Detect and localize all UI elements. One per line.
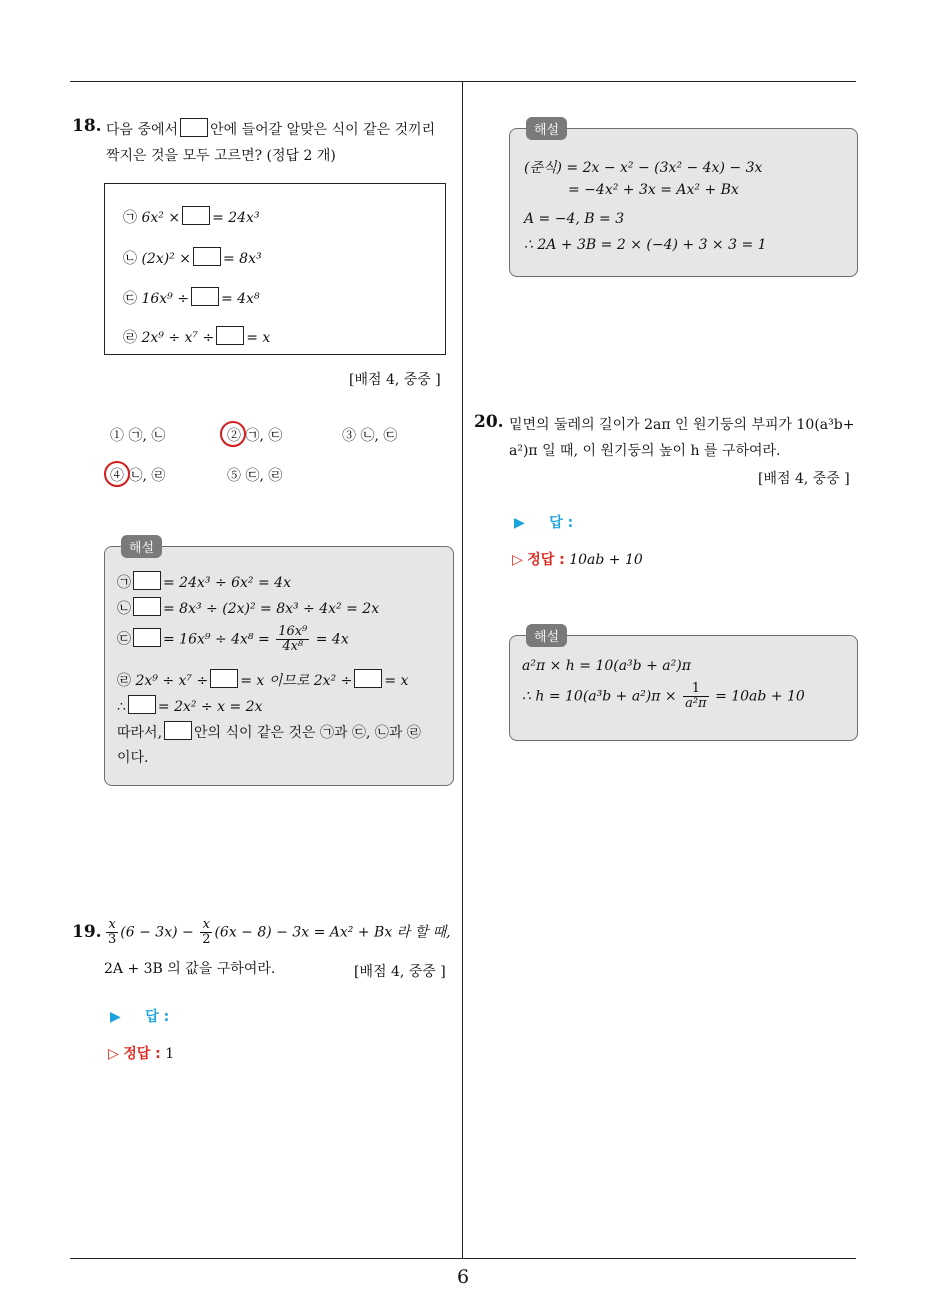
answer-row bbox=[514, 512, 573, 532]
solution-line: 이다. bbox=[117, 750, 149, 766]
blank-box bbox=[180, 118, 208, 137]
correct-answer-row bbox=[108, 1043, 174, 1063]
solution-line bbox=[117, 625, 349, 654]
bottom-rule bbox=[70, 1258, 856, 1259]
solution-line bbox=[117, 669, 408, 690]
question-text-line: 밑면의 둘레의 길이가 2aπ 인 원기둥의 부피가 10(a³b+ bbox=[509, 417, 855, 433]
score-label: [배점 4, 중중 ] bbox=[758, 471, 850, 487]
solution-expression: = x bbox=[384, 673, 409, 689]
answer-row bbox=[110, 1006, 169, 1026]
option-mark: ㉣ bbox=[123, 330, 137, 346]
choice-3[interactable]: ③ ㉡, ㉢ bbox=[342, 428, 398, 444]
option-expression: 6x² × bbox=[141, 210, 181, 226]
solution-line: = −4x² + 3x = Ax² + Bx bbox=[568, 182, 739, 198]
question-text bbox=[106, 117, 456, 169]
question-text-part: 안에 들어갈 알맞은 식이 같은 것끼리 bbox=[210, 122, 436, 138]
solution-expression: = 4x bbox=[315, 631, 349, 648]
correct-mark-circle bbox=[220, 421, 246, 447]
solution-line: (준식) = 2x − x² − (3x² − 4x) − 3x bbox=[524, 160, 763, 176]
solution-expression: = 8x³ ÷ (2x)² = 8x³ ÷ 4x² = 2x bbox=[163, 601, 380, 617]
option-expression: = x bbox=[246, 330, 271, 346]
denominator: a²π bbox=[685, 696, 707, 711]
choice-1[interactable]: ① ㉠, ㉡ bbox=[110, 428, 166, 444]
score-label: [배점 4, 중중 ] bbox=[354, 964, 446, 980]
solution-expression: ∴ h = 10(a³b + a²)π × bbox=[522, 688, 677, 705]
solution-expression: = 2x² ÷ x = 2x bbox=[157, 699, 263, 715]
options-box bbox=[104, 183, 446, 355]
solution-text: 안의 식이 같은 것은 ㉠과 ㉢, ㉡과 ㉣ bbox=[194, 725, 421, 741]
correct-answer-label: 정답 : bbox=[527, 552, 565, 568]
option-row bbox=[123, 206, 260, 227]
option-mark: ㉢ bbox=[123, 291, 137, 307]
correct-mark-circle bbox=[104, 461, 130, 487]
choice-5[interactable]: ⑤ ㉢, ㉣ bbox=[227, 468, 283, 484]
option-mark: ㉣ bbox=[117, 673, 131, 689]
solution-box bbox=[104, 541, 454, 786]
option-row bbox=[123, 326, 270, 347]
solution-tag: 해설 bbox=[526, 117, 567, 140]
option-expression: 2x⁹ ÷ x⁷ ÷ bbox=[141, 330, 215, 346]
option-mark: ㉢ bbox=[117, 631, 131, 648]
question-text-line bbox=[106, 117, 456, 143]
blank-box bbox=[354, 669, 382, 688]
correct-answer-value: 10ab + 10 bbox=[569, 552, 643, 568]
numerator: x bbox=[106, 918, 118, 933]
option-expression: (2x)² × bbox=[141, 251, 191, 267]
correct-answer-value: 1 bbox=[165, 1046, 175, 1062]
fraction bbox=[683, 682, 709, 711]
fraction bbox=[276, 625, 309, 654]
solution-line: a²π × h = 10(a³b + a²)π bbox=[522, 658, 691, 674]
blank-box bbox=[193, 247, 221, 266]
solution-line bbox=[522, 682, 805, 711]
question-text-line: 2A + 3B 의 값을 구하여라. bbox=[104, 961, 276, 977]
solution-expression: = 24x³ ÷ 6x² = 4x bbox=[163, 575, 291, 591]
numerator: 1 bbox=[683, 682, 709, 697]
denominator: 3 bbox=[108, 932, 117, 947]
solution-line bbox=[117, 597, 379, 618]
solution-line: A = −4, B = 3 bbox=[524, 211, 625, 227]
question-text-line: a²)π 일 때, 이 원기둥의 높이 h 를 구하여라. bbox=[509, 443, 781, 459]
question-expression: (6x − 8) − 3x = Ax² + Bx 라 할 때, bbox=[214, 924, 451, 941]
numerator: 16x⁹ bbox=[278, 624, 308, 639]
option-mark: ㉡ bbox=[123, 251, 137, 267]
solution-tag: 해설 bbox=[121, 535, 162, 558]
correct-answer-label: 정답 : bbox=[123, 1046, 161, 1062]
outline-triangle-icon: ▷ bbox=[512, 552, 523, 568]
solution-box bbox=[509, 630, 858, 741]
question-text-line: 짝지은 것을 모두 고르면? (정답 2 개) bbox=[106, 148, 336, 164]
therefore-symbol: ∴ bbox=[117, 699, 126, 715]
play-triangle-icon: ▶ bbox=[110, 1009, 121, 1025]
fraction bbox=[200, 918, 212, 947]
option-mark: ㉡ bbox=[117, 601, 131, 617]
column-separator bbox=[462, 82, 463, 1258]
choice-4[interactable]: ④ ㉡, ㉣ bbox=[110, 468, 166, 484]
blank-box bbox=[164, 721, 192, 740]
question-number: 18. bbox=[72, 116, 102, 136]
solution-line bbox=[117, 721, 421, 742]
question-text-part: 다음 중에서 bbox=[106, 122, 179, 138]
denominator: 4x⁸ bbox=[282, 639, 304, 654]
solution-box bbox=[509, 123, 858, 277]
solution-expression: 2x⁹ ÷ x⁷ ÷ bbox=[135, 673, 209, 689]
numerator: x bbox=[200, 918, 212, 933]
answer-label: 답 : bbox=[145, 1009, 170, 1025]
blank-box bbox=[191, 287, 219, 306]
option-row bbox=[123, 287, 260, 308]
outline-triangle-icon: ▷ bbox=[108, 1046, 119, 1062]
top-rule bbox=[70, 81, 856, 82]
blank-box bbox=[216, 326, 244, 345]
fraction bbox=[106, 918, 118, 947]
option-expression: = 4x⁸ bbox=[220, 291, 260, 307]
score-label: [배점 4, 중중 ] bbox=[349, 372, 441, 388]
option-mark: ㉠ bbox=[117, 575, 131, 591]
solution-expression: = 10ab + 10 bbox=[715, 688, 805, 705]
solution-expression: = 16x⁹ ÷ 4x⁸ = bbox=[163, 631, 270, 648]
question-number: 19. bbox=[72, 922, 102, 942]
question-text-line bbox=[104, 918, 456, 947]
play-triangle-icon: ▶ bbox=[514, 515, 525, 531]
blank-box bbox=[182, 206, 210, 225]
option-expression: = 8x³ bbox=[222, 251, 262, 267]
blank-box bbox=[133, 628, 161, 647]
blank-box bbox=[133, 571, 161, 590]
option-expression: = 24x³ bbox=[212, 210, 260, 226]
option-mark: ㉠ bbox=[123, 210, 137, 226]
choice-2[interactable]: ② ㉠, ㉢ bbox=[227, 428, 283, 444]
solution-text: 따라서, bbox=[117, 725, 163, 741]
solution-expression: = x 이므로 2x² ÷ bbox=[240, 673, 353, 689]
blank-box bbox=[210, 669, 238, 688]
page-number: 6 bbox=[456, 1266, 470, 1288]
correct-answer-row bbox=[512, 549, 643, 569]
denominator: 2 bbox=[202, 932, 211, 947]
solution-tag: 해설 bbox=[526, 624, 567, 647]
question-number: 20. bbox=[474, 412, 504, 432]
blank-box bbox=[128, 695, 156, 714]
option-expression: 16x⁹ ÷ bbox=[141, 291, 189, 307]
solution-line: ∴ 2A + 3B = 2 × (−4) + 3 × 3 = 1 bbox=[524, 237, 767, 253]
blank-box bbox=[133, 597, 161, 616]
question-expression: (6 − 3x) − bbox=[120, 924, 194, 941]
solution-line bbox=[117, 571, 291, 592]
solution-line bbox=[117, 695, 262, 715]
option-row bbox=[123, 247, 262, 268]
answer-label: 답 : bbox=[549, 515, 574, 531]
